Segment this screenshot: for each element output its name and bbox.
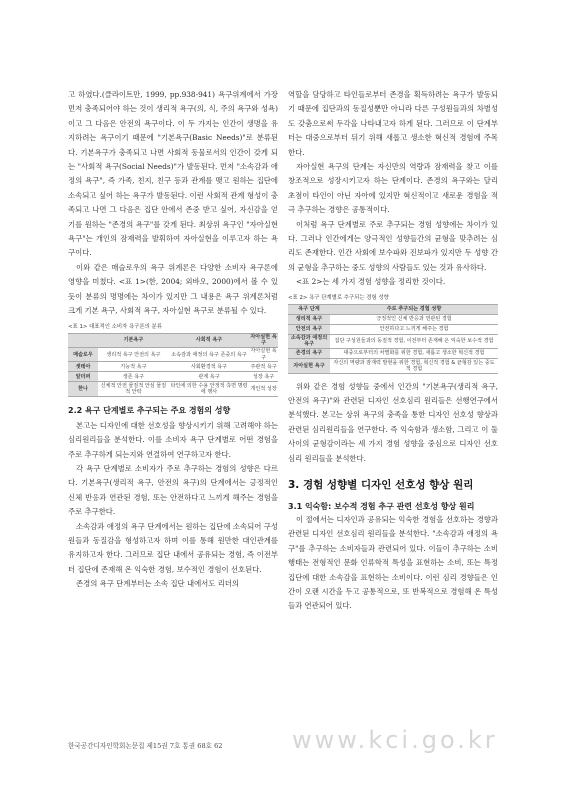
table-cell: 긍정적인 신체 반응과 연관된 경험 xyxy=(330,314,498,324)
table-row xyxy=(68,362,278,372)
table-row xyxy=(288,314,498,324)
body-paragraph: 위와 같은 경험 성향들 중에서 인간의 "기본욕구(생리적 욕구, 안전의 욕구)"와 관련된 디자인 선호심리 원리들은 선행연구에서 분석했다. 본고는 상위 욕구의 충족을 통한 디자인 선호성 향상과 관련된 심리원리들을 연구한다. 즉 익숙함과 생소함, 그리고 이 둘 사이의 균형감이라는 세 가지 경험 성향을 중심으로 디자인 선호심리 원리들을 분석한다. xyxy=(288,381,498,463)
table-header-cell: 주로 추구되는 경험 성향 xyxy=(330,304,498,314)
body-paragraph: 이와 같은 매슬로우의 욕구 위계론은 다양한 소비자 욕구론에 영향을 미쳤다. <표 1>(한, 2004; 외바오, 2000)에서 볼 수 있듯이 분류의 명명에는 차이가 있지만 그 내용은 욕구 위계론처럼 크게 기본 욕구, 사회적 욕구, 자아실현 욕구로 분류될 수 있다. xyxy=(68,262,278,316)
table-header-cell: 욕구 단계 xyxy=(288,304,330,314)
section-title: 3. 경험 성향별 디자인 선호성 향상 원리 xyxy=(288,478,474,491)
table-header-cell: 사회적 욕구 xyxy=(169,333,249,347)
body-paragraph: 본고는 디자인에 대한 선호성을 향상시키기 위해 고려해야 하는 심리원리들을 분석한다. 이를 소비자 욕구 단계별로 어떤 경험을 주로 추구하게 되는지와 연결하여 연구하고자 한다. xyxy=(68,420,278,459)
table-cell: 집단 구성원들과의 동질적 경험, 이전부터 존재해 온 익숙한 보수적 경험 xyxy=(330,334,498,348)
body-paragraph: 고 하였다.(클라이트만, 1999, pp.938-941) 욕구위계에서 가장 먼저 충족되어야 하는 것이 생리적 욕구(의, 식, 주의 욕구와 성욕)이고 그 다음은 안전의 욕구이다. 이 두 가지는 인간이 생명을 유지하려는 욕구이기 때문에 "기본욕구(Basic Needs)"로 분류된다. 기본욕구가 충족되고 나면 사회적 동물로서의 인간이 갖게 되는 "사회적 욕구(Social Needs)"가 발동된다. 먼저 "소속감과 애정의 욕구", 즉 가족, 친지, 친구 등과 관계를 맺고 원하는 집단에 소속되고 싶어 하는 욕구가 발동된다. 이런 사회적 관계 형성이 충족되고 나면 그 다음은 집단 안에서 존중 받고 싶어, 자신감을 얻기를 원하는 "존경의 욕구"를 갖게 된다. 최상위 욕구인 "자아실현 욕구"는 개인의 잠재력을 발휘하여 자아실현을 이루고자 하는 욕구이다. xyxy=(68,90,278,258)
table-cell: 안전하다고 느끼게 해주는 경험 xyxy=(330,324,498,334)
table-cell: 관계 욕구 xyxy=(169,372,249,382)
table-caption: <표 2> 욕구 단계별로 추구되는 경험 성향 xyxy=(288,294,389,301)
table-cell: 성장 욕구 xyxy=(249,372,278,382)
table-row xyxy=(288,324,498,334)
table-header-cell: 기본욕구 xyxy=(98,333,169,347)
table-cell: 소속감과 애정의 욕구 존중의 욕구 xyxy=(169,347,249,361)
body-paragraph: 소속감과 애정의 욕구 단계에서는 원하는 집단에 소속되어 구성원들과 동질감을 형성하고자 하며 이를 통해 원만한 대인관계를 유지하고자 한다. 그러므로 집단 내에서 공유되는 경험, 즉 이전부터 집단에 존재해 온 익숙한 경험, 보수적인 경험이 선호된다. xyxy=(68,521,278,574)
table-row xyxy=(288,359,498,373)
row-header-cell: 한나 xyxy=(68,382,98,396)
page-footer: 한국공간디자인학회논문집 제15권 7호 통권 68호 62 xyxy=(68,742,223,750)
row-header-cell: 자아실현 욕구 xyxy=(288,359,330,373)
row-header-cell: 알더퍼 xyxy=(68,372,98,382)
body-paragraph: 자아실현 욕구의 단계는 자신만의 역량과 잠재력을 찾고 이를 창조적으로 성장시키고자 하는 단계이다. 존경의 욕구와는 달리 초점이 타인이 아닌 자아에 있지만 혁신적이고 새로운 경험을 적극 추구하는 경향은 공통적이다. xyxy=(288,162,498,215)
row-header-cell: 생리적 욕구 xyxy=(288,314,330,324)
experience-tendency-table xyxy=(288,304,498,374)
right-column xyxy=(288,88,498,614)
table-cell: 생존 욕구 xyxy=(98,372,169,382)
table-cell: 기능적 욕구 xyxy=(98,362,169,372)
body-paragraph: 존경의 욕구 단계부터는 소속 집단 내에서도 리더의 xyxy=(76,579,239,589)
watermark: www.kci.go.kr xyxy=(292,726,498,754)
table-cell: 주관적 욕구 xyxy=(249,362,278,372)
body-paragraph: 이처럼 욕구 단계별로 주로 추구되는 경험 성향에는 차이가 있다. 그러나 인간에게는 양극적인 성향들간의 균형을 맞추려는 심리도 존재한다. 인간 사회에 보수파와 진보파가 있지만 두 성향 간의 균형을 추구하는 중도 성향의 사람들도 있는 것과 유사하다. xyxy=(288,219,498,272)
table-cell: 생리적 욕구 안전의 욕구 xyxy=(98,347,169,361)
table-cell: 대중으로부터의 차별화를 위한 경험, 새롭고 생소한 혁신적 경험 xyxy=(330,349,498,359)
table-cell: 신체적 안전 물질적 안심 물질적 안락 xyxy=(98,382,169,396)
table-header-cell: 자아실현 욕구 xyxy=(250,334,277,347)
row-header-cell: 셋테아 xyxy=(68,362,98,372)
row-header-cell: 소속감과 애정의 욕구 xyxy=(288,334,330,348)
table-cell: 자아실현 욕구 xyxy=(250,348,277,361)
table-header-cell xyxy=(68,333,98,347)
table-cell: 사회환경적 욕구 xyxy=(169,362,249,372)
row-header-cell: 존경의 욕구 xyxy=(288,349,330,359)
row-header-cell: 안전의 욕구 xyxy=(288,324,330,334)
table-row xyxy=(288,349,498,359)
table-row xyxy=(288,334,498,348)
body-paragraph: 각 욕구 단계별로 소비자가 주로 추구하는 경험의 성향은 다르다. 기본욕구(생리적 욕구, 안전의 욕구)의 단계에서는 긍정적인 신체 반응과 연관된 경험, 또는 안전하다고 느끼게 해주는 경험을 주로 추구한다. xyxy=(68,463,278,517)
subsection-title: 3.1 익숙함: 보수적 경험 추구 관련 선호성 향상 원리 xyxy=(288,501,475,511)
row-header-cell: 매슬로우 xyxy=(68,347,98,361)
table-row xyxy=(68,347,278,361)
body-paragraph: 역할을 담당하고 타인들로부터 존경을 획득하려는 욕구가 발동되기 때문에 집단과의 동질성뿐만 아니라 다른 구성원들과의 차별성도 갖춤으로써 두각을 나타내고자 하게 된다. 그러므로 이 단계부터는 대중으로부터 뒤기 위해 새롭고 생소한 혁신적 경험에 주목한다. xyxy=(288,90,498,157)
consumer-needs-table xyxy=(68,333,278,397)
table-row xyxy=(68,372,278,382)
table-cell: 개인적 성장 xyxy=(249,382,278,396)
section-heading: 2.2 욕구 단계별로 추구되는 주요 경험의 성향 xyxy=(68,405,231,415)
table-cell: 타인에 의한 수용 안정적 측면 명령에 행사 xyxy=(170,382,248,396)
table-caption: <표 1> 대표적인 소비자 욕구론의 분류 xyxy=(68,323,162,330)
table-row xyxy=(68,382,278,396)
left-column xyxy=(68,88,278,592)
body-paragraph: 이 절에서는 디자인과 공유되는 익숙한 경험을 선호하는 경향과 관련된 디자인 선호심리 원리들을 분석한다. "소속감과 애정의 욕구"를 추구하는 소비자들과 관련되어 있다. 이들이 추구하는 소비 행태는 전형적인 문화 인류학적 특성을 표현하는 소비, 또는 특정 집단에 대한 소속감을 표현하는 소비이다. 이런 심리 경향들은 인간이 오랜 시간을 두고 공통적으로, 또 반복적으로 경험해 온 특성들과 연관되어 있다. xyxy=(288,514,498,611)
table-cell: 자신의 역량과 잠재력 발현을 위한 경험, 혁신적 경험 & 균형감 있는 중도적 경험 xyxy=(330,359,498,373)
body-paragraph: <표 2>는 세 가지 경험 성향을 정리한 것이다. xyxy=(296,277,446,287)
